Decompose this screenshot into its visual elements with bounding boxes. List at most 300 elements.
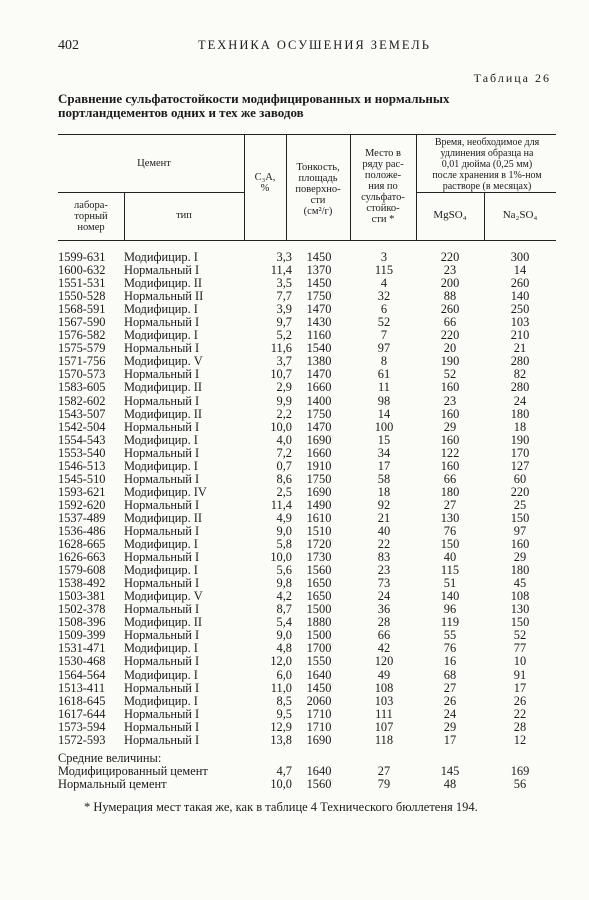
c3a-value: 4,0 [276,432,292,447]
c3a-value: 2,2 [276,406,292,421]
table-title-line: портландцементов одних и тех же заводов [58,105,304,120]
table-row [58,460,558,473]
rank-value: 58 [377,471,391,486]
cement-type: Нормальный I [124,628,200,643]
na2so4-months: 103 [510,315,530,330]
mgso4-months: 119 [440,615,460,630]
cement-type: Модифицир. I [124,458,198,473]
cement-type: Нормальный I [124,523,200,538]
cement-type: Модифицир. II [124,510,203,525]
fineness-value: 1690 [306,732,332,747]
lab-number: 1593-621 [58,484,106,499]
rank-value: 40 [377,523,391,538]
cement-type: Нормальный I [124,654,200,669]
lab-number: 1576-582 [58,328,106,343]
header-line: сти [310,195,326,206]
fineness-value: 1540 [306,341,332,356]
rank-value: 97 [377,341,391,356]
lab-number: 1550-528 [58,289,106,304]
table-row [58,695,558,708]
header-rank [350,148,416,225]
c3a-value: 0,7 [276,458,292,473]
fineness-value: 1510 [306,523,332,538]
fineness-value: 1640 [306,667,332,682]
header-line: ряду рас- [362,159,404,170]
table-row [58,669,558,682]
fineness-value: 1450 [306,276,332,291]
lab-number: 1530-468 [58,654,106,669]
mgso4-months: 68 [443,667,457,682]
mgso4-months: 76 [443,641,457,656]
average-mgso4: 48 [443,777,457,791]
na2so4-months: 180 [510,406,530,421]
header-line: Тонкость, [296,162,340,173]
mgso4-months: 76 [443,523,457,538]
lab-number: 1554-543 [58,432,106,447]
fineness-value: 1750 [306,289,332,304]
na2so4-months: 127 [510,458,530,473]
rank-value: 107 [374,719,394,734]
cement-type: Нормальный I [124,602,200,617]
cement-type: Модифицир. V [124,589,203,604]
na2so4-months: 108 [510,589,530,604]
c3a-value: 5,4 [276,615,292,630]
rank-value: 36 [377,602,391,617]
table-body [58,251,558,747]
c3a-value: 4,8 [276,641,292,656]
cement-type: Нормальный I [124,550,200,565]
table-row [58,721,558,734]
mgso4-months: 160 [440,458,460,473]
na2so4-months: 18 [513,419,527,434]
c3a-value: 6,0 [276,667,292,682]
cement-type: Модифицир. I [124,250,198,264]
table-row [58,682,558,695]
fineness-value: 1700 [306,641,332,656]
mgso4-months: 96 [443,602,457,617]
table-label: Таблица 26 [473,71,551,85]
table-row [58,734,558,747]
cement-type: Нормальный I [124,341,200,356]
fineness-value: 1560 [306,563,332,578]
mgso4-months: 16 [443,654,457,669]
na2so4-months: 26 [513,693,527,708]
lab-number: 1508-396 [58,615,106,630]
cement-type: Модифицир. II [124,406,203,421]
c3a-value: 10,7 [270,367,292,382]
lab-number: 1600-632 [58,263,106,278]
table-row [58,473,558,486]
header-c3a [244,172,286,194]
rank-value: 49 [377,667,391,682]
rank-value: 83 [377,550,391,565]
c3a-value: 12,0 [270,654,292,669]
cement-type: Нормальный I [124,471,200,486]
rank-value: 11 [378,380,390,395]
header-line: % [260,183,270,194]
na2so4-months: 150 [510,615,530,630]
lab-number: 1582-602 [58,393,106,408]
table-row [58,408,558,421]
na2so4-months: 220 [510,484,530,499]
lab-number: 1575-579 [58,341,106,356]
lab-number: 1583-605 [58,380,106,395]
lab-number: 1536-486 [58,523,106,538]
lab-number: 1592-620 [58,497,106,512]
lab-number: 1531-471 [58,641,106,656]
c3a-value: 9,0 [276,523,292,538]
fineness-value: 1880 [306,615,332,630]
lab-number: 1542-504 [58,419,106,434]
mgso4-months: 27 [443,497,457,512]
cement-type: Модифицир. I [124,563,198,578]
rank-value: 23 [377,563,391,578]
header-line: лабора- [74,200,108,211]
c3a-value: 9,9 [276,393,292,408]
header-line: стойко- [366,203,400,214]
header-type: тип [176,210,192,221]
fineness-value: 1160 [306,328,332,343]
lab-number: 1579-608 [58,563,106,578]
average-mgso4: 145 [440,764,460,778]
cement-type: Нормальный I [124,576,200,591]
c3a-value: 10,0 [270,419,292,434]
mgso4-months: 122 [440,445,460,460]
mgso4-months: 150 [440,537,460,552]
rank-value: 34 [377,445,391,460]
lab-number: 1502-378 [58,602,106,617]
cement-type: Модифицир. I [124,693,198,708]
c3a-value: 8,6 [276,471,292,486]
mgso4-months: 260 [440,302,460,317]
fineness-value: 1470 [306,302,332,317]
cement-type: Модифицир. I [124,537,198,552]
fineness-value: 1690 [306,484,332,499]
c3a-value: 3,9 [276,302,292,317]
fineness-value: 1450 [306,250,332,264]
fineness-value: 1450 [306,680,332,695]
average-rank: 27 [377,764,391,778]
mgso4-months: 200 [440,276,460,291]
mgso4-months: 20 [443,341,457,356]
header-line: положе- [364,170,402,181]
table-row [58,708,558,721]
cement-type: Нормальный I [124,680,200,695]
average-na2so4: 169 [510,764,530,778]
header-lab-number [58,200,124,233]
c3a-value: 2,5 [276,484,292,499]
fineness-value: 1720 [306,537,332,552]
mgso4-months: 140 [440,589,460,604]
lab-number: 1567-590 [58,315,106,330]
mgso4-months: 66 [443,471,457,486]
na2so4-months: 28 [513,719,527,734]
mgso4-months: 40 [443,550,457,565]
header-line: ния по [368,181,398,192]
header-subrule-cement [58,192,244,193]
c3a-value: 11,4 [270,263,292,278]
c3a-value: 12,9 [270,719,292,734]
table-row [58,381,558,394]
mgso4-months: 27 [443,680,457,695]
na2so4-months: 12 [513,732,527,747]
table-row [58,499,558,512]
table-row [58,434,558,447]
mgso4-months: 220 [440,328,460,343]
page-header [58,38,558,56]
cement-type: Модифицир. II [124,615,203,630]
rank-value: 24 [377,589,391,604]
header-line: сульфато- [361,192,405,203]
header-line: номер [77,222,105,233]
average-c3a: 4,7 [276,764,292,778]
table-row [58,655,558,668]
na2so4-months: 280 [510,380,530,395]
na2so4-months: 22 [513,706,527,721]
fineness-value: 1650 [306,576,332,591]
lab-number: 1513-411 [58,680,106,695]
fineness-value: 1470 [306,419,332,434]
cement-type: Нормальный I [124,719,200,734]
fineness-value: 1710 [306,706,332,721]
c3a-value: 3,3 [276,250,292,264]
average-c3a: 10,0 [270,777,292,791]
rank-value: 100 [374,419,394,434]
c3a-value: 5,2 [276,328,292,343]
na2so4-months: 260 [510,276,530,291]
fineness-value: 1430 [306,315,332,330]
fineness-value: 1400 [306,393,332,408]
fineness-value: 2060 [306,693,332,708]
cement-type: Нормальный I [124,706,200,721]
rank-value: 7 [380,328,388,343]
c3a-value: 9,8 [276,576,292,591]
fineness-value: 1730 [306,550,332,565]
na2so4-months: 17 [513,680,527,695]
mgso4-months: 160 [440,406,460,421]
na2so4-months: 14 [513,263,527,278]
na2so4-months: 25 [513,497,527,512]
header-subrule-time [416,192,556,193]
mgso4-months: 88 [443,289,457,304]
cement-type: Нормальный I [124,315,200,330]
rank-value: 73 [377,576,391,591]
lab-number: 1545-510 [58,471,106,486]
cement-type: Нормальный I [124,367,200,382]
na2so4-months: 180 [510,563,530,578]
rank-value: 111 [375,706,393,721]
mgso4-months: 23 [443,263,457,278]
rank-value: 98 [377,393,391,408]
na2so4-months: 77 [513,641,527,656]
rank-value: 15 [377,432,391,447]
cement-type: Нормальный I [124,263,200,278]
fineness-value: 1750 [306,471,332,486]
mgso4-months: 180 [440,484,460,499]
header-na2so4: Na₂SO₄ [502,209,538,221]
header-line: поверхно- [295,184,341,195]
lab-number: 1571-756 [58,354,106,369]
fineness-value: 1650 [306,589,332,604]
average-fineness: 1560 [306,777,332,791]
rank-value: 108 [374,680,394,695]
lab-number: 1538-492 [58,576,106,591]
cement-type: Модифицир. V [124,354,203,369]
table-row [58,421,558,434]
header-line: сти * [371,214,395,225]
rank-value: 17 [377,458,391,473]
c3a-value: 10,0 [270,550,292,565]
lab-number: 1617-644 [58,706,106,721]
fineness-value: 1490 [306,497,332,512]
cement-type: Модифицир. II [124,276,203,291]
rank-value: 14 [377,406,391,421]
c3a-value: 7,2 [276,445,292,460]
na2so4-months: 97 [513,523,527,538]
cement-type: Модифицир. I [124,302,198,317]
rank-value: 118 [374,732,394,747]
c3a-value: 9,0 [276,628,292,643]
rank-value: 103 [374,693,394,708]
lab-number: 1599-631 [58,250,106,264]
page-number: 402 [58,38,79,53]
header-line: площадь [298,173,338,184]
header-line: Место в [364,148,402,159]
na2so4-months: 210 [510,328,530,343]
cement-type: Модифицир. II [124,380,203,395]
cement-type: Модифицир. I [124,641,198,656]
na2so4-months: 250 [510,302,530,317]
c3a-value: 5,6 [276,563,292,578]
header-fineness [286,162,350,217]
fineness-value: 1690 [306,432,332,447]
table-row [58,395,558,408]
header-line: C₃A, [254,172,276,183]
rank-value: 4 [380,276,388,291]
lab-number: 1570-573 [58,367,106,382]
average-fineness: 1640 [306,764,332,778]
header-line: Время, необходимое для [434,137,540,148]
rank-value: 32 [377,289,391,304]
cement-type: Нормальный II [124,289,204,304]
c3a-value: 3,7 [276,354,292,369]
header-bottom-rule [58,240,556,241]
mgso4-months: 51 [443,576,457,591]
fineness-value: 1500 [306,628,332,643]
lab-number: 1551-531 [58,276,106,291]
lab-number: 1572-593 [58,732,106,747]
fineness-value: 1610 [306,510,332,525]
mgso4-months: 29 [443,719,457,734]
c3a-value: 13,8 [270,732,292,747]
fineness-value: 1750 [306,406,332,421]
table-title-line: Сравнение сульфатостойкости модифицированных и нормальных [58,91,450,106]
rank-value: 28 [377,615,391,630]
lab-number: 1568-591 [58,302,106,317]
cement-type: Модифицир. I [124,667,198,682]
na2so4-months: 82 [513,367,527,382]
lab-number: 1553-540 [58,445,106,460]
header-line: 0,01 дюйма (0,25 мм) [441,159,533,170]
na2so4-months: 190 [510,432,530,447]
rank-value: 3 [380,250,388,264]
cement-type: Нормальный I [124,445,200,460]
mgso4-months: 66 [443,315,457,330]
na2so4-months: 52 [513,628,527,643]
averages-heading-text: Средние величины: [58,751,162,765]
c3a-value: 9,7 [276,315,292,330]
mgso4-months: 220 [440,250,460,264]
footnote: * Нумерация мест такая же, как в таблице 4 Технического бюллетеня 194. [84,800,478,814]
table-top-rule [58,134,556,135]
header-cement: Цемент [137,158,171,169]
cement-type: Нормальный I [124,497,200,512]
lab-number: 1509-399 [58,628,106,643]
rank-value: 42 [377,641,391,656]
c3a-value: 8,5 [276,693,292,708]
fineness-value: 1660 [306,380,332,395]
c3a-value: 11,6 [270,341,292,356]
fineness-value: 1660 [306,445,332,460]
rank-value: 8 [380,354,388,369]
fineness-value: 1500 [306,602,332,617]
na2so4-months: 45 [513,576,527,591]
lab-number: 1626-663 [58,550,106,565]
lab-number: 1628-665 [58,537,106,552]
header-line: удлинения образца на [440,148,534,159]
na2so4-months: 91 [513,667,527,682]
average-rank: 79 [377,777,391,791]
cement-type: Модифицир. I [124,432,198,447]
rank-value: 61 [377,367,391,382]
header-line: торный [74,211,108,222]
table-row [58,447,558,460]
mgso4-months: 24 [443,706,457,721]
mgso4-months: 115 [440,563,460,578]
average-na2so4: 56 [513,777,527,791]
mgso4-months: 29 [443,419,457,434]
c3a-value: 11,4 [270,497,292,512]
na2so4-months: 280 [510,354,530,369]
mgso4-months: 55 [443,628,457,643]
c3a-value: 2,9 [276,380,292,395]
na2so4-months: 29 [513,550,527,565]
rank-value: 18 [377,484,391,499]
header-line: растворе (в месяцах) [442,181,532,192]
c3a-value: 3,5 [276,276,292,291]
lab-number: 1564-564 [58,667,106,682]
mgso4-months: 26 [443,693,457,708]
fineness-value: 1710 [306,719,332,734]
mgso4-months: 130 [440,510,460,525]
c3a-value: 8,7 [276,602,292,617]
header-line: после хранения в 1%-ном [432,170,542,181]
c3a-value: 9,5 [276,706,292,721]
average-label: Нормальный цемент [58,777,167,791]
lab-number: 1543-507 [58,406,106,421]
average-label: Модифицированный цемент [58,764,208,778]
mgso4-months: 17 [443,732,457,747]
fineness-value: 1910 [306,458,332,473]
table-title [58,92,558,120]
table-row [58,486,558,499]
na2so4-months: 24 [513,393,527,408]
rank-value: 21 [377,510,391,525]
rank-value: 92 [377,497,391,512]
rank-value: 115 [374,263,394,278]
mgso4-months: 190 [440,354,460,369]
fineness-value: 1370 [306,263,332,278]
